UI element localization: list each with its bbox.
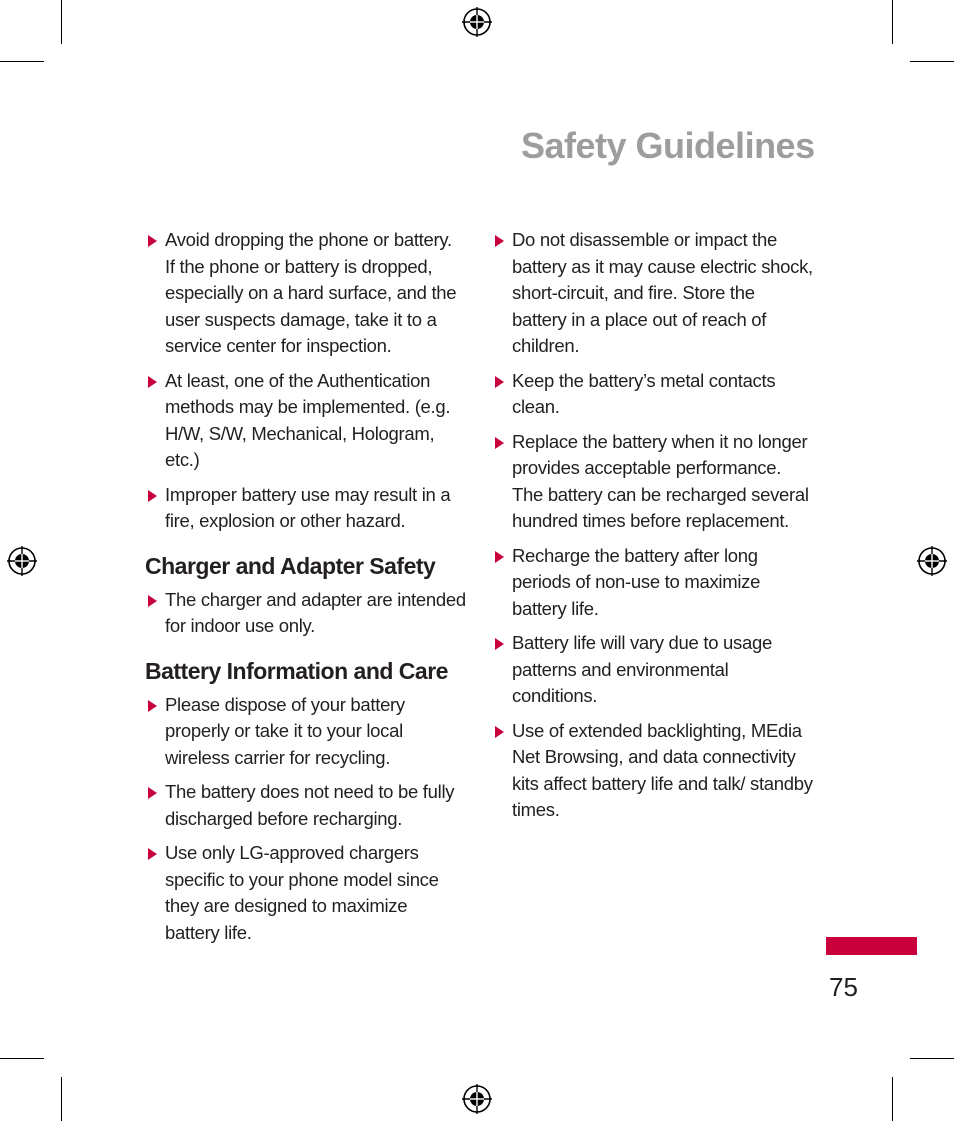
crop-mark — [0, 1058, 44, 1059]
triangle-bullet-icon — [148, 595, 157, 607]
triangle-bullet-icon — [495, 437, 504, 449]
bullet-text: At least, one of the Authentication methods may be implemented. (e.g. H/W, S/W, Mechanical, Hologram, etc.) — [165, 369, 451, 470]
crop-mark — [61, 1077, 62, 1121]
bullet-text: Recharge the battery after long periods of non-use to maximize battery life. — [512, 544, 761, 619]
triangle-bullet-icon — [148, 787, 157, 799]
bullet-text: Battery life will vary due to usage patterns and environmental conditions. — [512, 632, 772, 706]
triangle-bullet-icon — [148, 700, 157, 712]
page-title: Safety Guidelines — [521, 125, 815, 166]
bullet-text: The battery does not need to be fully discharged before recharging. — [165, 781, 455, 829]
list-item — [146, 587, 466, 640]
bullet-text: Keep the battery’s metal contacts clean. — [512, 369, 776, 417]
triangle-bullet-icon — [495, 376, 504, 388]
triangle-bullet-icon — [148, 235, 157, 247]
list-item — [493, 630, 813, 710]
bullet-text: The charger and adapter are intended for indoor use only. — [165, 588, 466, 636]
bullet-text: Replace the battery when it no longer provides acceptable performance. The battery can be recharged several hundred times before replacement. — [512, 430, 809, 531]
triangle-bullet-icon — [148, 848, 157, 860]
crop-mark — [910, 61, 954, 62]
list-item — [146, 482, 466, 535]
registration-target-icon — [917, 546, 947, 576]
list-item — [493, 543, 813, 623]
crop-mark — [892, 0, 893, 44]
bullet-text: Use of extended backlighting, MEdia Net Browsing, and data connectivity kits affect battery life and talk/ standby times. — [512, 719, 813, 820]
bullet-text: Please dispose of your battery properly or take it to your local wireless carrier for recycling. — [165, 693, 405, 768]
page-number-bar — [826, 937, 917, 955]
triangle-bullet-icon — [148, 376, 157, 388]
bullet-text: Do not disassemble or impact the battery as it may cause electric shock, short-circuit, and fire. Store the battery in a place out of reach of children. — [512, 229, 813, 356]
bullet-text: Use only LG-approved chargers specific to your phone model since they are designed to maximize battery life. — [165, 842, 439, 943]
list-item — [493, 429, 813, 535]
bullet-text: Improper battery use may result in a fire, explosion or other hazard. — [165, 483, 451, 531]
left-column — [146, 227, 466, 954]
triangle-bullet-icon — [495, 638, 504, 650]
section-heading-charger: Charger and Adapter Safety — [145, 552, 436, 579]
triangle-bullet-icon — [495, 551, 504, 563]
crop-mark — [892, 1077, 893, 1121]
right-column — [493, 227, 813, 832]
crop-mark — [0, 61, 44, 62]
crop-mark — [910, 1058, 954, 1059]
list-item — [493, 227, 813, 360]
registration-target-icon — [7, 546, 37, 576]
triangle-bullet-icon — [148, 490, 157, 502]
registration-target-icon — [462, 7, 492, 37]
list-item — [146, 779, 466, 832]
list-item — [146, 840, 466, 946]
list-item — [493, 368, 813, 421]
crop-mark — [61, 0, 62, 44]
list-item — [146, 692, 466, 772]
list-item — [493, 718, 813, 824]
triangle-bullet-icon — [495, 726, 504, 738]
registration-target-icon — [462, 1084, 492, 1114]
section-heading-battery: Battery Information and Care — [145, 657, 448, 684]
bullet-text: Avoid dropping the phone or battery. If the phone or battery is dropped, especially on a hard surface, and the user suspects damage, take it to a service center for inspection. — [165, 229, 457, 356]
list-item — [146, 368, 466, 474]
triangle-bullet-icon — [495, 235, 504, 247]
list-item — [146, 227, 466, 360]
page-number: 75 — [829, 972, 858, 1002]
